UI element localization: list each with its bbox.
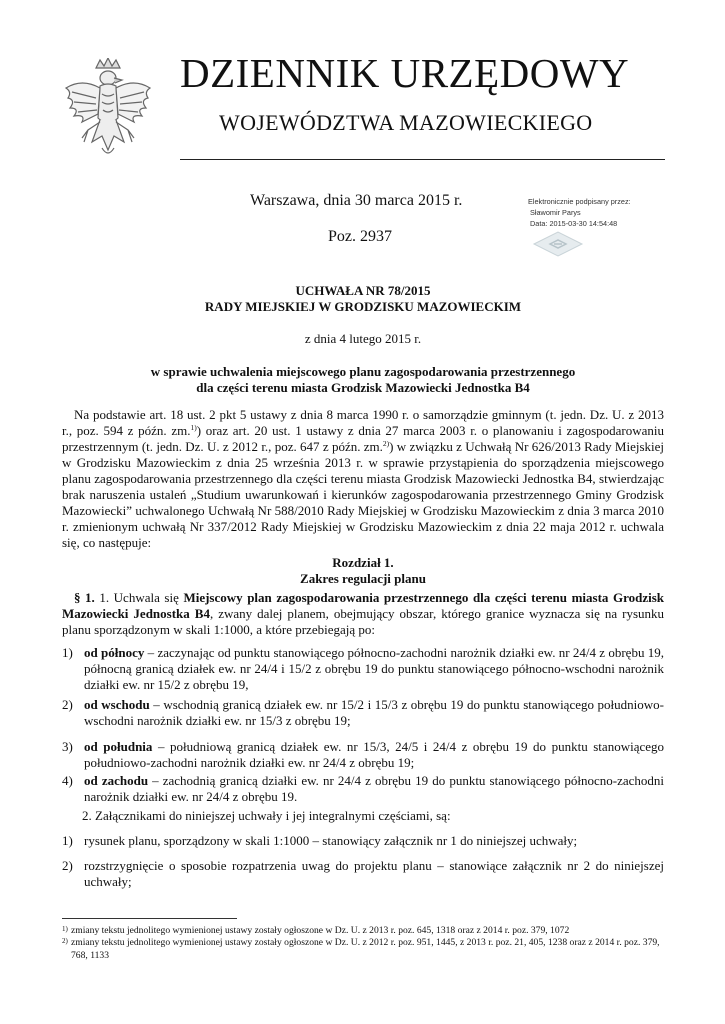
header-divider bbox=[180, 159, 665, 160]
boundary-direction: od północy bbox=[84, 645, 145, 660]
chapter-heading bbox=[62, 555, 664, 587]
act-number: UCHWAŁA NR 78/2015 bbox=[295, 283, 431, 298]
section-1-intro bbox=[62, 590, 664, 638]
item-number: 1) bbox=[62, 645, 73, 660]
act-subject-line-2: dla części terenu miasta Grodzisk Mazowiecki Jednostka B4 bbox=[196, 380, 530, 395]
act-title bbox=[62, 283, 664, 315]
signature-signer: Sławomir Parys bbox=[530, 208, 581, 217]
place-date: Warszawa, dnia 30 marca 2015 r. bbox=[250, 192, 463, 209]
section-1-point-2: 2. Załącznikami do niniejszej uchwały i jej integralnymi częściami, są: bbox=[82, 808, 451, 823]
attachment-text: rozstrzygnięcie o sposobie rozpatrzenia uwag do projektu planu – stanowiące załącznik nr 2 do niniejszej uchwały; bbox=[84, 858, 664, 889]
act-date: z dnia 4 lutego 2015 r. bbox=[304, 331, 422, 346]
gazette-subtitle: WOJEWÓDZTWA MAZOWIECKIEGO bbox=[219, 110, 593, 135]
position-number: Poz. 2937 bbox=[328, 228, 392, 245]
footnote-number: 1) bbox=[62, 925, 68, 933]
chapter-number: Rozdział 1. bbox=[332, 555, 394, 570]
preamble-part-1: Na podstawie art. 18 ust. 2 pkt 5 ustawy z dnia 8 marca 1990 r. o samorządzie gminnym (t. jedn. Dz. U. z 2013 r., poz. 594 z późn. zm. bbox=[62, 407, 664, 438]
boundary-text: – zachodnią granicą działki ew. nr 24/4 z obrębu 19 do punktu stanowiącego północno-zachodni narożnik działki ew. nr 24/4 z obrębu 19. bbox=[84, 773, 664, 804]
item-number: 1) bbox=[62, 833, 73, 848]
footnote-ref-2: 2) bbox=[382, 439, 390, 448]
signature-date: Data: 2015-03-30 14:54:48 bbox=[530, 219, 618, 228]
footnote-divider bbox=[62, 918, 237, 919]
footnote-ref-1: 1) bbox=[190, 423, 197, 432]
preamble bbox=[62, 407, 664, 551]
section-intro: 1. Uchwala się bbox=[94, 590, 184, 605]
signature-label: Elektronicznie podpisany przez: bbox=[528, 197, 631, 206]
footnote-text: zmiany tekstu jednolitego wymienionej ustawy zostały ogłoszone w Dz. U. z 2013 r. poz. 645, 1318 oraz z 2014 r. poz. 379, 1072 bbox=[71, 925, 570, 936]
list-item bbox=[62, 697, 664, 729]
item-number: 2) bbox=[62, 858, 73, 873]
footnote-text: zmiany tekstu jednolitego wymienionej ustawy zostały ogłoszone w Dz. U. z 2012 r. poz. 951, 1445, z 2013 r. poz. 21, 405, 1238 oraz z 2014 r. poz. 379, 768, 1133 bbox=[71, 937, 660, 961]
footnote-number: 2) bbox=[62, 937, 68, 945]
act-subject-line-1: w sprawie uchwalenia miejscowego planu zagospodarowania przestrzennego bbox=[150, 364, 576, 379]
list-item bbox=[62, 739, 664, 771]
preamble-part-3: ) w związku z Uchwałą Nr 626/2013 Rady Miejskiej w Grodzisku Mazowieckim z dnia 25 września 2013 r. w sprawie przystąpienia do sporządzenia miejscowego planu zagospodarowania przestrzennego dla części terenu miasta Grodzisk Mazowiecki Jednostka B4, stwierdzając brak naruszenia ustaleń „Studium uwarunkowań i kierunków zagospodarowania przestrzennego Gminy Grodzisk Mazowiecki” uchwalonego Uchwałą Nr 588/2010 Rady Miejskiej w Grodzisku Mazowieckim z dnia 3 marca 2010 r. zmienionym uchwałą Nr 337/2012 Rady Miejskiej w Grodzisku Mazowieckim z dnia 22 maja 2012 r. uchwala się, co następuje: bbox=[62, 439, 665, 550]
item-number: 4) bbox=[62, 773, 73, 788]
item-number: 3) bbox=[62, 739, 73, 754]
gazette-title: DZIENNIK URZĘDOWY bbox=[180, 50, 630, 96]
list-item bbox=[62, 833, 664, 849]
preamble-part-2: ) oraz art. 20 ust. 1 ustawy z dnia 27 marca 2003 r. o planowaniu i zagospodarowaniu przestrzennym (t. jedn. Dz. U. z 2012 r., poz. 647 z późn. zm. bbox=[62, 423, 665, 454]
boundary-text: – zaczynając od punktu stanowiącego północno-zachodni narożnik działki ew. nr 24/4 z obrębu 19, północną granicą działek ew. nr 24/4 i 15/2 z obrębu 19 do punktu stanowiącego północno-wschodni narożnik działki ew. nr 15/2 z obrębu 19, bbox=[84, 645, 664, 692]
section-mark: § 1. bbox=[74, 590, 95, 605]
item-number: 2) bbox=[62, 697, 73, 712]
boundary-text: – wschodnią granicą działek ew. nr 15/2 i 15/3 z obrębu 19 do punktu stanowiącego południowo-wschodni narożnik działki ew. nr 15/3 z obrębu 19; bbox=[84, 697, 664, 728]
boundary-direction: od zachodu bbox=[84, 773, 149, 788]
list-item bbox=[62, 645, 664, 693]
polish-eagle-emblem-icon bbox=[62, 58, 154, 166]
footnote bbox=[62, 937, 664, 962]
signature-stamp-icon bbox=[528, 230, 588, 258]
boundary-text: – południową granicą działek ew. nr 15/3, 24/5 i 24/4 z obrębu 19 do punktu stanowiącego południowo-zachodni narożnik działki ew. nr 24/4 z obrębu 19; bbox=[84, 739, 664, 770]
act-subject bbox=[62, 364, 664, 396]
footnote bbox=[62, 925, 664, 938]
list-item bbox=[62, 773, 664, 805]
plan-name: Miejscowy plan zagospodarowania przestrzennego dla części terenu miasta Grodzisk Mazowiecki Jednostka B4 bbox=[62, 590, 665, 621]
chapter-title: Zakres regulacji planu bbox=[300, 571, 426, 586]
boundary-direction: od południa bbox=[84, 739, 153, 754]
section-rest: , zwany dalej planem, obejmujący obszar, którego granice wyznacza się na rysunku planu sporządzonym w skali 1:1000, a które przebiegają po: bbox=[62, 606, 664, 637]
attachment-text: rysunek planu, sporządzony w skali 1:1000 – stanowiący załącznik nr 1 do niniejszej uchwały; bbox=[84, 833, 578, 848]
boundary-direction: od wschodu bbox=[84, 697, 150, 712]
electronic-signature bbox=[528, 196, 631, 229]
act-issuer: RADY MIEJSKIEJ W GRODZISKU MAZOWIECKIM bbox=[204, 299, 522, 314]
list-item bbox=[62, 858, 664, 890]
